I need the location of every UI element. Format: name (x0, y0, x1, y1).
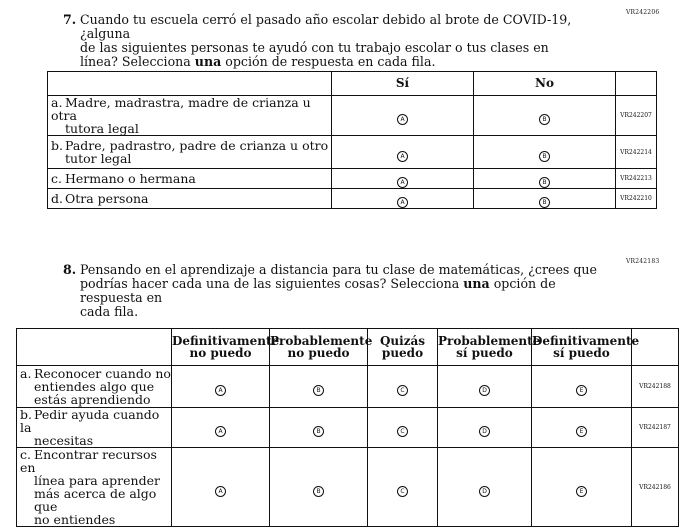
q8-row-a (17, 366, 679, 408)
q7-header-code-blank (616, 72, 657, 96)
q7-line-3: línea? Selecciona una opción de respuesta en cada fila. (80, 54, 436, 69)
q7-c-si-bubble[interactable]: A (397, 177, 408, 188)
q8-c-bubble-a[interactable]: A (215, 486, 226, 497)
q8-table (16, 328, 679, 527)
q8-line-3: cada fila. (80, 304, 139, 319)
q7-row-label: c. Hermano o hermana (48, 169, 332, 189)
q8-row-label: a. Reconocer cuando no entiendes algo que estás aprendiendo (17, 366, 172, 408)
q7-row-label: d. Otra persona (48, 189, 332, 209)
q8-bold-word: una (463, 276, 490, 291)
q8-a-bubble-d[interactable]: D (479, 385, 490, 396)
q7-row-a (48, 96, 657, 136)
q8-header-quizas: Quizás puedo (368, 329, 438, 366)
q7-d-no-bubble[interactable]: B (539, 197, 550, 208)
q7-c-no-bubble[interactable]: B (539, 177, 550, 188)
q8-b-bubble-d[interactable]: D (479, 426, 490, 437)
q8-a-bubble-a[interactable]: A (215, 385, 226, 396)
q7-table (47, 71, 657, 209)
q8-c-bubble-d[interactable]: D (479, 486, 490, 497)
q7-a-si-bubble[interactable]: A (397, 114, 408, 125)
q8-header-prob-si: Probablemente sí puedo (438, 329, 532, 366)
q8-row-c (17, 448, 679, 527)
q7-bold-word: una (194, 54, 222, 69)
q8-c-bubble-b[interactable]: B (313, 486, 324, 497)
q8-header-def-si: Definitivamente sí puedo (532, 329, 632, 366)
q8-line-1: Pensando en el aprendizaje a distancia para tu clase de matemáticas, ¿crees que (80, 262, 597, 277)
q8-number: 8. (63, 262, 77, 277)
q8-row-code: VR242188 (632, 366, 679, 408)
q8-item-code: VR242183 (626, 258, 660, 265)
q8-question-text (63, 262, 600, 319)
q7-row-code: VR242214 (616, 136, 657, 169)
q7-row-d (48, 189, 657, 209)
q8-row-code: VR242187 (632, 408, 679, 448)
q8-row-label: b. Pedir ayuda cuando la necesitas (17, 408, 172, 448)
q7-b-si-bubble[interactable]: A (397, 151, 408, 162)
q8-c-bubble-e[interactable]: E (576, 486, 587, 497)
q7-header-si: Sí (332, 72, 474, 96)
q7-row-code: VR242210 (616, 189, 657, 209)
q7-row-code: VR242213 (616, 169, 657, 189)
q8-row-b (17, 408, 679, 448)
q7-row-label: a. Madre, madrastra, madre de crianza u otra tutora legal (48, 96, 332, 136)
q8-row-code: VR242186 (632, 448, 679, 527)
q8-b-bubble-a[interactable]: A (215, 426, 226, 437)
q7-header-no: No (474, 72, 616, 96)
q7-d-si-bubble[interactable]: A (397, 197, 408, 208)
q7-row-c (48, 169, 657, 189)
q7-question-text (63, 12, 600, 69)
q8-header-blank (17, 329, 172, 366)
q7-a-no-bubble[interactable]: B (539, 114, 550, 125)
q7-b-no-bubble[interactable]: B (539, 151, 550, 162)
q8-header-def-no: Definitivamente no puedo (172, 329, 270, 366)
q8-header-prob-no: Probablemente no puedo (270, 329, 368, 366)
q7-number: 7. (63, 12, 77, 27)
q8-b-bubble-c[interactable]: C (397, 426, 408, 437)
q7-header-blank (48, 72, 332, 96)
q8-b-bubble-e[interactable]: E (576, 426, 587, 437)
q7-line-1: Cuando tu escuela cerró el pasado año escolar debido al brote de COVID-19, ¿alguna (80, 12, 572, 41)
q7-item-code: VR242206 (626, 9, 660, 16)
q8-line-2: podrías hacer cada una de las siguientes cosas? Selecciona una opción de respuesta en (80, 276, 556, 305)
q8-a-bubble-c[interactable]: C (397, 385, 408, 396)
q8-a-bubble-b[interactable]: B (313, 385, 324, 396)
q8-c-bubble-c[interactable]: C (397, 486, 408, 497)
q7-row-label: b. Padre, padrastro, padre de crianza u otro tutor legal (48, 136, 332, 169)
q7-row-b (48, 136, 657, 169)
q8-row-label: c. Encontrar recursos en línea para aprender más acerca de algo que no entiendes (17, 448, 172, 527)
q8-a-bubble-e[interactable]: E (576, 385, 587, 396)
q7-line-2: de las siguientes personas te ayudó con tu trabajo escolar o tus clases en (80, 40, 549, 55)
q7-row-code: VR242207 (616, 96, 657, 136)
q8-b-bubble-b[interactable]: B (313, 426, 324, 437)
